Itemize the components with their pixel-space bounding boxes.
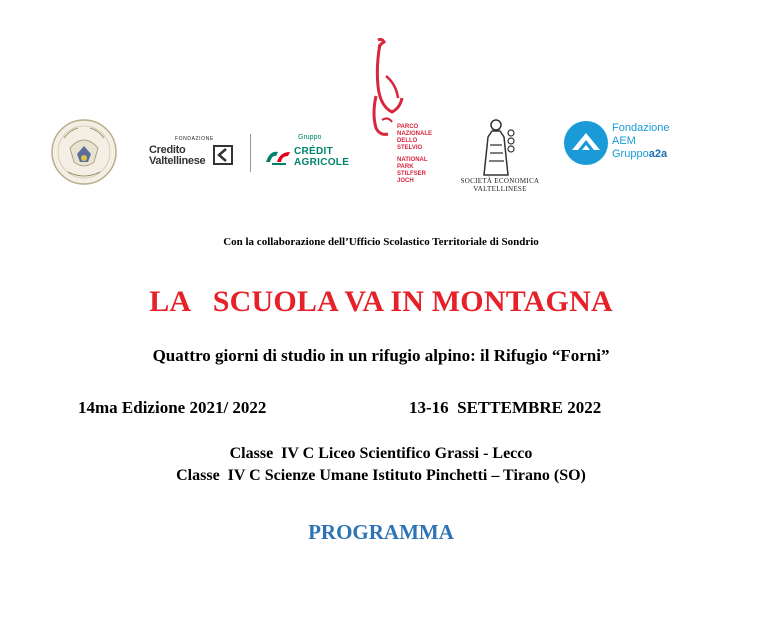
fcv-mark-icon bbox=[213, 145, 233, 165]
parco-stelvio-text bbox=[397, 124, 447, 185]
parco-line: DELLO bbox=[397, 138, 418, 144]
fondazione-credito-valtellinese-logo bbox=[147, 136, 239, 170]
class-line-1: Classe IV C Liceo Scientifico Grassi - Lecco bbox=[229, 445, 533, 462]
ca-line1: CRÉDIT bbox=[294, 146, 334, 157]
aem-text bbox=[612, 122, 712, 161]
fcv-small-label: FONDAZIONE bbox=[175, 136, 214, 142]
sev-line1: SOCIETÀ ECONOMICA bbox=[460, 177, 540, 185]
ca-line2: AGRICOLE bbox=[294, 157, 350, 168]
aem-line2: AEM bbox=[612, 135, 636, 147]
parco-line: NAZIONALE bbox=[397, 131, 432, 137]
edition-label: 14ma Edizione 2021/ 2022 bbox=[78, 398, 267, 417]
aem-line1: Fondazione bbox=[612, 122, 670, 134]
fondazione-seal-logo bbox=[50, 118, 118, 186]
parco-line: JOCH bbox=[397, 178, 414, 184]
aem-a2a-brand: a2a bbox=[648, 148, 668, 160]
class-line-2: Classe IV C Scienze Umane Istituto Pinchetti – Tirano (SO) bbox=[176, 467, 586, 484]
sev-text bbox=[452, 177, 548, 193]
ca-gruppo-label: Gruppo bbox=[298, 134, 322, 141]
parco-line: STELVIO bbox=[397, 145, 423, 151]
credit-agricole-icon bbox=[264, 148, 292, 166]
parco-line: PARK bbox=[397, 164, 414, 170]
credit-agricole-logo bbox=[262, 134, 362, 174]
event-dates: 13-16 SETTEMBRE 2022 bbox=[409, 398, 602, 417]
main-title: LA SCUOLA VA IN MONTAGNA bbox=[149, 285, 613, 318]
collaboration-note: Con la collaborazione dell’Ufficio Scolastico Territoriale di Sondrio bbox=[223, 236, 539, 248]
logo-divider bbox=[250, 134, 251, 172]
aem-logo-icon bbox=[563, 120, 609, 166]
fcv-line1: Credito bbox=[149, 144, 186, 156]
sev-line2: VALTELLINESE bbox=[473, 185, 527, 193]
programma-heading: PROGRAMMA bbox=[308, 520, 454, 544]
subtitle: Quattro giorni di studio in un rifugio alpino: il Rifugio “Forni” bbox=[152, 346, 610, 365]
fcv-line2: Valtellinese bbox=[149, 155, 206, 167]
parco-line: NATIONAL bbox=[397, 157, 428, 163]
aem-line3 bbox=[612, 148, 712, 161]
parco-line: STILFSER bbox=[397, 171, 427, 177]
aem-gruppo-label: Gruppo bbox=[612, 148, 649, 160]
sev-figure-icon bbox=[478, 117, 520, 177]
parco-line: PARCO bbox=[397, 124, 419, 130]
